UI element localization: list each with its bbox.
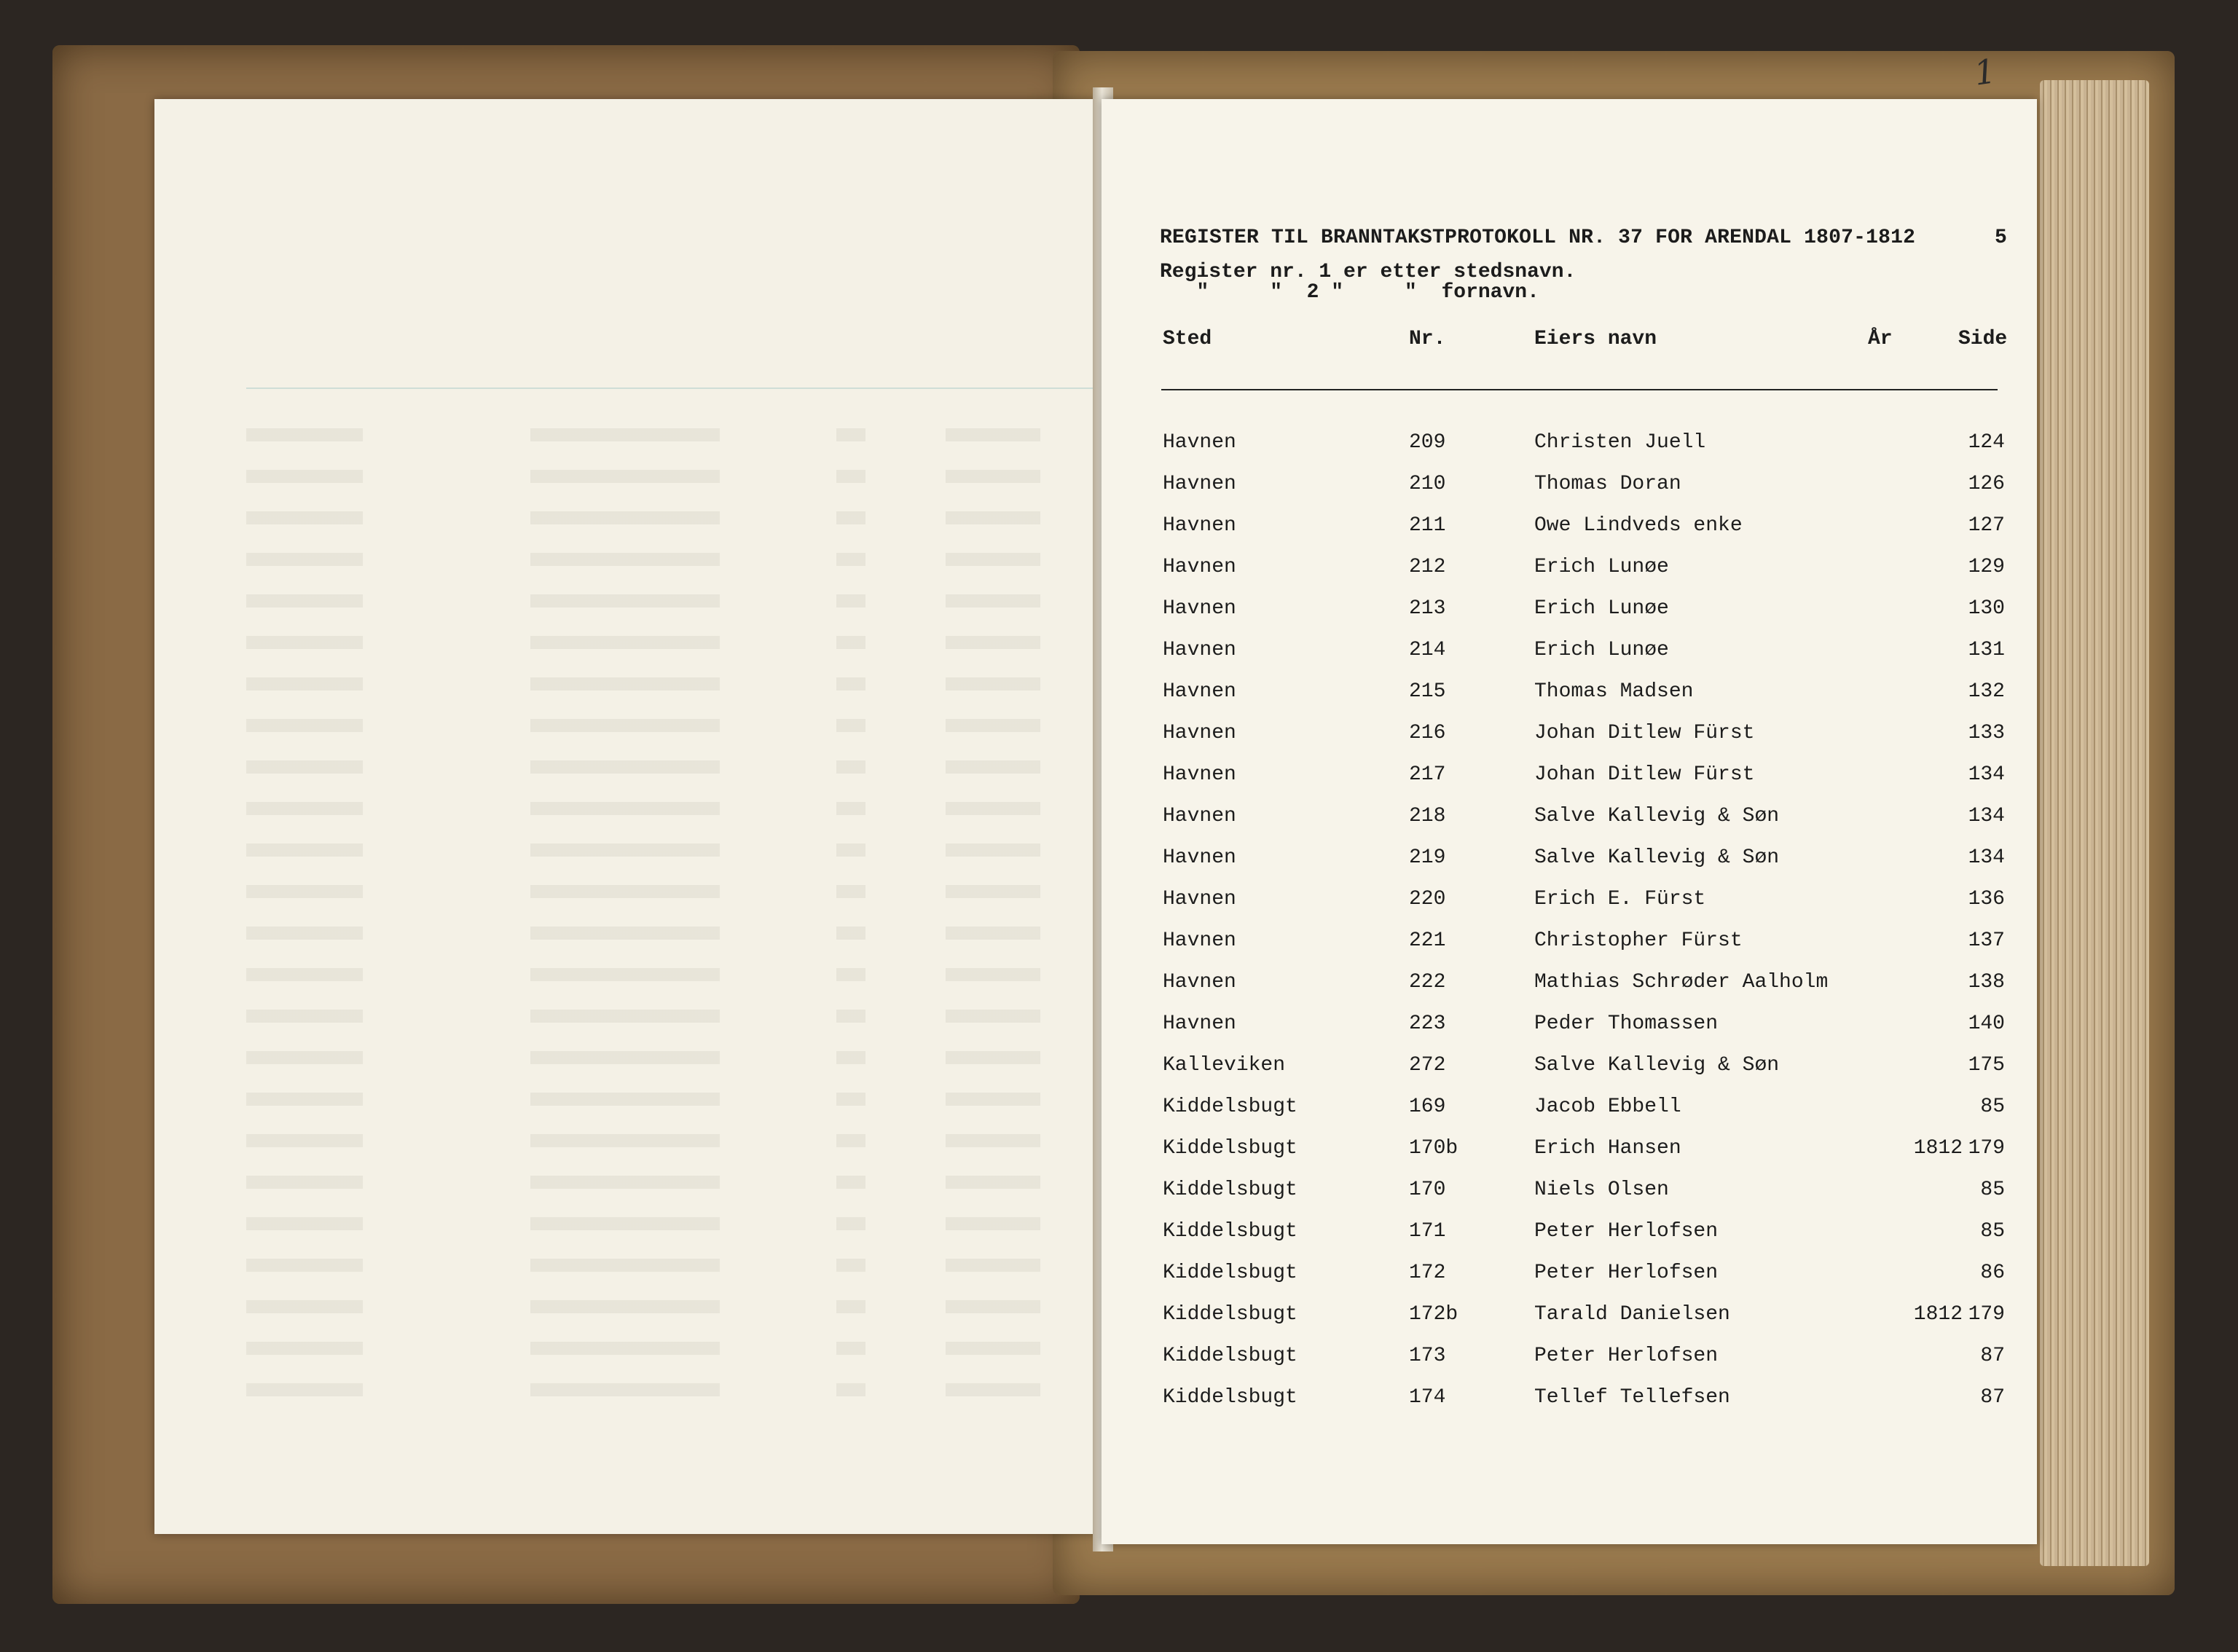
bleed-through-text (154, 99, 1099, 1534)
ghost-row (188, 1342, 1084, 1355)
table-row (1102, 722, 2037, 747)
cell-sted: Kalleviken (1163, 1054, 1286, 1077)
cell-side: 132 (1968, 680, 2005, 703)
cell-navn: Erich Lunøe (1534, 639, 1669, 661)
cell-sted: Kiddelsbugt (1163, 1137, 1297, 1160)
register-document (1102, 99, 2037, 1544)
page-marker: 1 (1971, 51, 1998, 93)
column-header-ar: År (1868, 328, 1893, 350)
cell-navn: Erich Hansen (1534, 1137, 1681, 1160)
ghost-row (188, 1300, 1084, 1313)
cell-navn: Niels Olsen (1534, 1179, 1669, 1201)
table-row (1102, 805, 2037, 830)
table-row (1102, 680, 2037, 705)
cell-sted: Kiddelsbugt (1163, 1386, 1297, 1409)
table-row (1102, 1012, 2037, 1037)
left-page (154, 99, 1099, 1534)
table-row (1102, 1262, 2037, 1286)
cell-side: 129 (1968, 556, 2005, 578)
table-row (1102, 846, 2037, 871)
page-number: 5 (1995, 227, 2007, 249)
cell-side: 85 (1980, 1220, 2005, 1243)
cell-side: 86 (1980, 1262, 2005, 1284)
cell-side: 87 (1980, 1386, 2005, 1409)
cell-side: 133 (1968, 722, 2005, 744)
cell-navn: Mathias Schrøder Aalholm (1534, 971, 1829, 994)
cell-sted: Havnen (1163, 639, 1236, 661)
cell-navn: Thomas Doran (1534, 473, 1681, 495)
cell-side: 87 (1980, 1345, 2005, 1367)
ghost-row (188, 968, 1084, 981)
cell-navn: Thomas Madsen (1534, 680, 1694, 703)
cell-side: 127 (1968, 514, 2005, 537)
cell-side: 85 (1980, 1096, 2005, 1118)
ghost-row (188, 677, 1084, 691)
cell-side: 134 (1968, 846, 2005, 869)
page-edges (2040, 80, 2149, 1566)
cell-nr: 170b (1409, 1137, 1458, 1160)
cell-navn: Salve Kallevig & Søn (1534, 1054, 1780, 1077)
column-header-side: Side (1958, 328, 2008, 350)
cell-sted: Havnen (1163, 971, 1236, 994)
cell-side: 138 (1968, 971, 2005, 994)
cell-sted: Havnen (1163, 473, 1236, 495)
cell-sted: Havnen (1163, 805, 1236, 827)
cell-nr: 272 (1409, 1054, 1446, 1077)
column-header-nr: Nr. (1409, 328, 1446, 350)
cell-sted: Havnen (1163, 556, 1236, 578)
cell-navn: Salve Kallevig & Søn (1534, 846, 1780, 869)
table-row (1102, 514, 2037, 539)
cell-navn: Peter Herlofsen (1534, 1262, 1719, 1284)
cell-nr: 212 (1409, 556, 1446, 578)
cell-nr: 215 (1409, 680, 1446, 703)
cell-side: 130 (1968, 597, 2005, 620)
cell-sted: Havnen (1163, 846, 1236, 869)
ghost-row (188, 636, 1084, 649)
ghost-row (188, 843, 1084, 857)
cell-sted: Havnen (1163, 514, 1236, 537)
cell-sted: Kiddelsbugt (1163, 1179, 1297, 1201)
cell-sted: Kiddelsbugt (1163, 1262, 1297, 1284)
cell-navn: Tellef Tellefsen (1534, 1386, 1730, 1409)
cell-navn: Peder Thomassen (1534, 1012, 1719, 1035)
ghost-row (188, 927, 1084, 940)
cell-side: 136 (1968, 888, 2005, 910)
cell-side: 85 (1980, 1179, 2005, 1201)
ghost-row (188, 1051, 1084, 1064)
cell-navn: Johan Ditlew Fürst (1534, 722, 1755, 744)
cell-nr: 213 (1409, 597, 1446, 620)
ghost-row (188, 470, 1084, 483)
cell-navn: Owe Lindveds enke (1534, 514, 1743, 537)
cell-nr: 173 (1409, 1345, 1446, 1367)
ghost-row (188, 1259, 1084, 1272)
cell-navn: Peter Herlofsen (1534, 1220, 1719, 1243)
ghost-row (188, 1134, 1084, 1147)
cell-sted: Havnen (1163, 722, 1236, 744)
column-header-sted: Sted (1163, 328, 1212, 350)
cell-sted: Kiddelsbugt (1163, 1220, 1297, 1243)
cell-nr: 174 (1409, 1386, 1446, 1409)
table-row (1102, 1054, 2037, 1079)
cell-navn: Jacob Ebbell (1534, 1096, 1681, 1118)
cell-nr: 209 (1409, 431, 1446, 454)
cell-ar: 1812 (1913, 1137, 1963, 1160)
register-note-2: " " 2 " " fornavn. (1160, 281, 1539, 304)
right-page (1102, 99, 2037, 1544)
cell-navn: Christopher Fürst (1534, 929, 1743, 952)
cell-nr: 218 (1409, 805, 1446, 827)
ghost-row (188, 1010, 1084, 1023)
ghost-row (188, 594, 1084, 607)
cell-side: 134 (1968, 763, 2005, 786)
cell-nr: 169 (1409, 1096, 1446, 1118)
table-row (1102, 431, 2037, 456)
table-row (1102, 763, 2037, 788)
cell-side: 175 (1968, 1054, 2005, 1077)
ghost-rule (246, 388, 1099, 389)
cell-navn: Tarald Danielsen (1534, 1303, 1730, 1326)
cell-nr: 222 (1409, 971, 1446, 994)
cell-nr: 216 (1409, 722, 1446, 744)
table-row (1102, 473, 2037, 497)
table-row (1102, 1096, 2037, 1120)
cell-sted: Kiddelsbugt (1163, 1096, 1297, 1118)
cell-sted: Havnen (1163, 763, 1236, 786)
ghost-row (188, 428, 1084, 441)
table-row (1102, 1137, 2037, 1162)
ghost-row (188, 1217, 1084, 1230)
cell-sted: Havnen (1163, 888, 1236, 910)
cell-navn: Salve Kallevig & Søn (1534, 805, 1780, 827)
cell-navn: Erich Lunøe (1534, 597, 1669, 620)
cell-sted: Kiddelsbugt (1163, 1303, 1297, 1326)
cell-side: 179 (1968, 1303, 2005, 1326)
cell-sted: Kiddelsbugt (1163, 1345, 1297, 1367)
table-row (1102, 597, 2037, 622)
column-header-navn: Eiers navn (1534, 328, 1657, 350)
cell-sted: Havnen (1163, 680, 1236, 703)
page-title: REGISTER TIL BRANNTAKSTPROTOKOLL NR. 37 FOR ARENDAL 1807-1812 (1160, 227, 1916, 249)
ghost-row (188, 719, 1084, 732)
register-note-1: Register nr. 1 er etter stedsnavn. (1160, 261, 1577, 283)
cell-navn: Erich Lunøe (1534, 556, 1669, 578)
cell-nr: 172 (1409, 1262, 1446, 1284)
ghost-row (188, 1093, 1084, 1106)
ghost-row (188, 1383, 1084, 1396)
cell-nr: 171 (1409, 1220, 1446, 1243)
cell-side: 124 (1968, 431, 2005, 454)
cell-sted: Havnen (1163, 929, 1236, 952)
header-rule (1161, 389, 1998, 390)
cell-side: 131 (1968, 639, 2005, 661)
cell-navn: Christen Juell (1534, 431, 1706, 454)
ghost-row (188, 1176, 1084, 1189)
cell-sted: Havnen (1163, 1012, 1236, 1035)
cell-nr: 214 (1409, 639, 1446, 661)
table-row (1102, 1345, 2037, 1369)
table-row (1102, 1179, 2037, 1203)
cell-navn: Peter Herlofsen (1534, 1345, 1719, 1367)
cell-nr: 170 (1409, 1179, 1446, 1201)
ghost-row (188, 802, 1084, 815)
cell-nr: 219 (1409, 846, 1446, 869)
cell-nr: 223 (1409, 1012, 1446, 1035)
cell-nr: 217 (1409, 763, 1446, 786)
cell-navn: Johan Ditlew Fürst (1534, 763, 1755, 786)
ghost-row (188, 760, 1084, 774)
table-row (1102, 1386, 2037, 1411)
table-row (1102, 1220, 2037, 1245)
cell-side: 134 (1968, 805, 2005, 827)
cell-nr: 210 (1409, 473, 1446, 495)
cell-nr: 220 (1409, 888, 1446, 910)
cell-navn: Erich E. Fürst (1534, 888, 1706, 910)
cell-sted: Havnen (1163, 597, 1236, 620)
ghost-row (188, 885, 1084, 898)
table-row (1102, 929, 2037, 954)
cell-side: 137 (1968, 929, 2005, 952)
ghost-row (188, 511, 1084, 524)
table-row (1102, 971, 2037, 996)
cell-sted: Havnen (1163, 431, 1236, 454)
cell-nr: 172b (1409, 1303, 1458, 1326)
cell-ar: 1812 (1913, 1303, 1963, 1326)
table-row (1102, 639, 2037, 664)
cell-nr: 221 (1409, 929, 1446, 952)
cell-side: 140 (1968, 1012, 2005, 1035)
cell-nr: 211 (1409, 514, 1446, 537)
table-row (1102, 1303, 2037, 1328)
table-row (1102, 556, 2037, 581)
table-row (1102, 888, 2037, 913)
ghost-row (188, 553, 1084, 566)
cell-side: 179 (1968, 1137, 2005, 1160)
cell-side: 126 (1968, 473, 2005, 495)
